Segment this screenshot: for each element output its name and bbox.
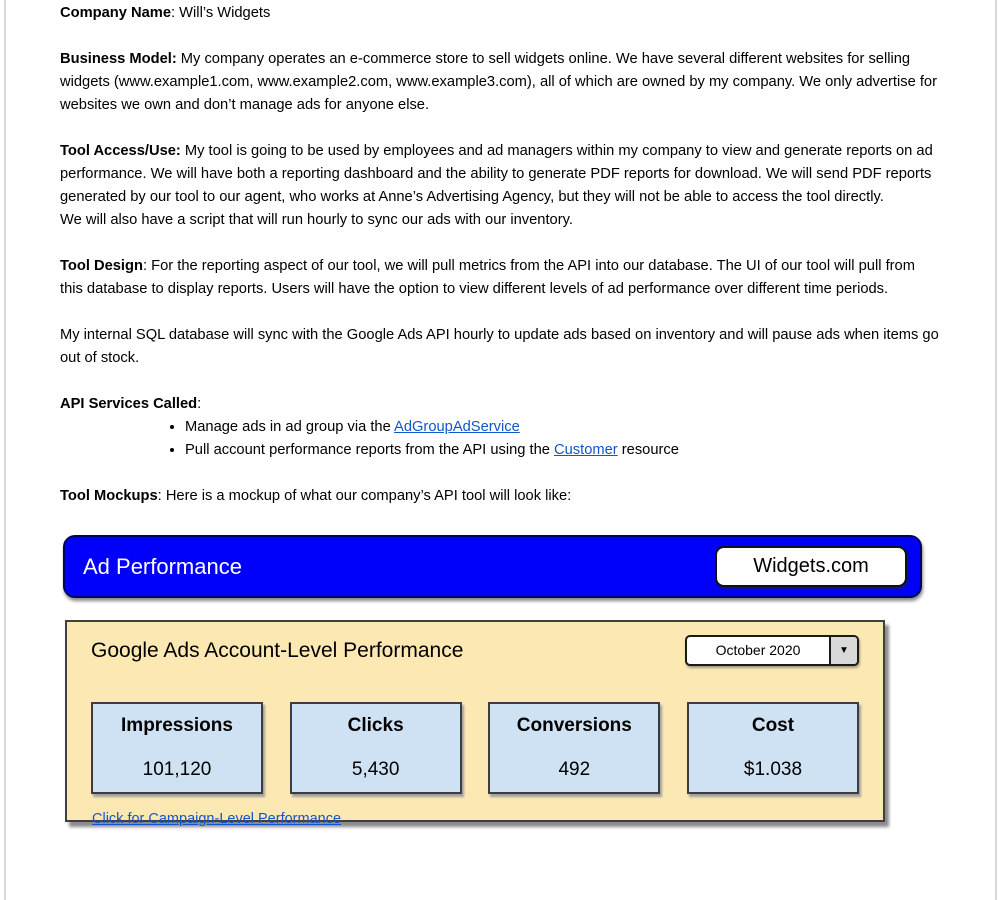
metric-label: Conversions — [516, 715, 632, 736]
api-services-list — [60, 416, 941, 462]
bullet-text-pre: Pull account performance reports from the API using the — [185, 442, 555, 458]
bullet-text-pre: Manage ads in ad group via the — [185, 419, 395, 435]
panel-header — [91, 635, 859, 666]
metric-card-conversions — [488, 702, 660, 794]
tool-mockups-text: : Here is a mockup of what our company’s API tool will look like: — [157, 488, 572, 504]
tool-mockups-paragraph — [60, 485, 941, 508]
campaign-level-link[interactable]: Click for Campaign-Level Performance — [92, 811, 342, 827]
list-item — [185, 439, 941, 462]
metric-value: 101,120 — [142, 759, 212, 780]
business-model-text: My company operates an e-commerce store to sell widgets online. We have several different websites for selling widgets (www.example1.com, www.example2.com, www.example3.com), all of which are owned by my company. We only advertise for websites we own and don’t manage ads for anyone else. — [60, 51, 937, 113]
metric-label: Cost — [751, 715, 795, 736]
tool-access-script-note: We will also have a script that will run hourly to sync our ads with our inventory. — [60, 212, 573, 228]
mockup-appbar-title: Ad Performance — [83, 554, 242, 579]
document-body — [60, 0, 941, 827]
tool-design-label: Tool Design — [60, 258, 143, 274]
business-model-paragraph — [60, 48, 941, 117]
tool-access-paragraph — [60, 140, 941, 232]
month-dropdown-value: October 2020 — [715, 642, 801, 658]
tool-mockup — [60, 535, 941, 827]
company-name-label: Company Name — [60, 5, 172, 21]
page-edge-left — [4, 0, 6, 900]
metric-card-clicks — [290, 702, 462, 794]
tool-access-text: My tool is going to be used by employees and ad managers within my company to view and generate reports on ad performance. We will have both a reporting dashboard and the ability to generate PDF reports for download. We will send PDF reports generated by our tool to our agent, who works at Anne’s Advertising Agency, but they will not be able to access the tool directly. — [60, 143, 933, 205]
tool-design-text: : For the reporting aspect of our tool, we will pull metrics from the API into our database. The UI of our tool will pull from this database to display reports. Users will have the option to view different levels of ad performance over different time periods. — [60, 258, 915, 297]
api-services-label: API Services Called — [60, 396, 198, 412]
chevron-down-icon[interactable]: ▼ — [829, 637, 857, 664]
bullet-text-post: resource — [617, 442, 679, 458]
metric-value: 492 — [558, 759, 591, 780]
metric-value: 5,430 — [351, 759, 400, 780]
adgroupadservice-link[interactable]: AdGroupAdService — [394, 419, 520, 435]
widgets-site-button[interactable]: Widgets.com — [715, 546, 907, 587]
tool-mockups-label: Tool Mockups — [60, 488, 158, 504]
company-name-text: : Will’s Widgets — [171, 5, 271, 21]
tool-access-label: Tool Access/Use: — [60, 143, 181, 159]
api-services-heading — [60, 393, 941, 416]
account-performance-panel — [65, 620, 885, 827]
sql-sync-paragraph: My internal SQL database will sync with the Google Ads API hourly to update ads based on inventory and will pause ads when items go out of stock. — [60, 327, 939, 366]
metric-card-cost — [687, 702, 859, 794]
mockup-appbar — [63, 535, 922, 598]
tool-design-paragraph — [60, 255, 941, 301]
metric-value: $1.038 — [743, 759, 803, 780]
customer-resource-link[interactable]: Customer — [554, 442, 618, 458]
metric-label: Clicks — [347, 715, 404, 736]
metric-cards-row — [91, 702, 859, 794]
month-dropdown[interactable] — [685, 635, 859, 666]
list-item — [185, 416, 941, 439]
api-services-colon: : — [197, 396, 202, 412]
panel-title: Google Ads Account-Level Performance — [91, 639, 464, 662]
page-edge-right — [995, 0, 997, 900]
business-model-label: Business Model: — [60, 51, 177, 67]
metric-label: Impressions — [121, 715, 233, 736]
metric-card-impressions — [91, 702, 263, 794]
company-name-paragraph — [60, 2, 941, 25]
